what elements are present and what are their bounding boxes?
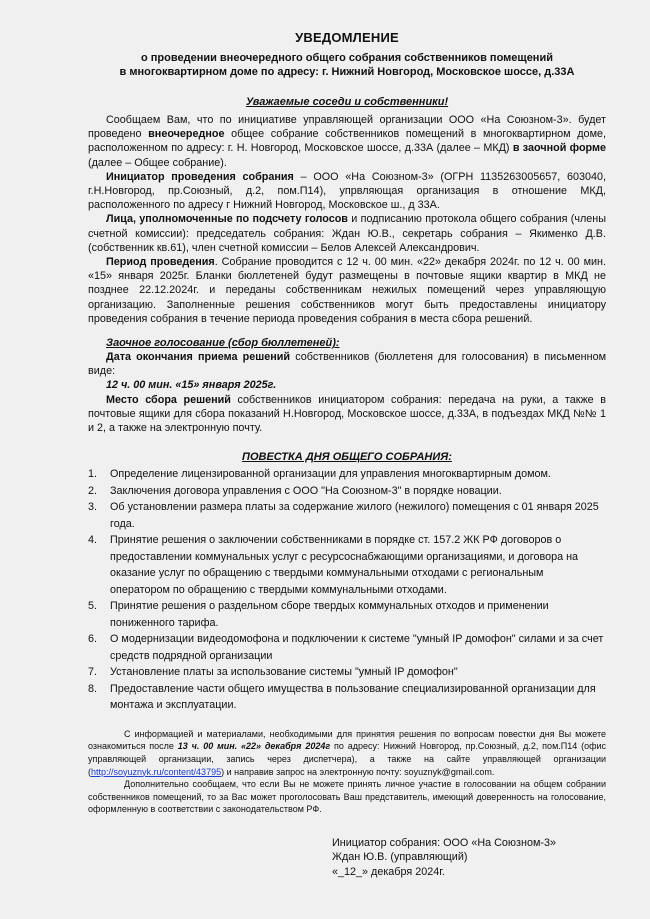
intro-bold-absentee-form: в заочной форме	[512, 142, 607, 155]
materials-note-text-3: ) и направив запрос на электронную почту: soyuznyk@gmail.com.	[221, 766, 495, 777]
agenda-item	[88, 631, 606, 664]
counters-text: и подписанию протокола общего собрания (члены счетной комиссии): председатель собрания: Ждан Ю.В., секретарь собрания – Якименко Д.В. (собственник кв.61), член счетной комиссии – Белов Алексей Александрович.	[88, 213, 606, 254]
agenda-item	[88, 664, 606, 681]
agenda-item	[88, 466, 606, 483]
notice-title: УВЕДОМЛЕНИЕ	[295, 30, 399, 45]
notice-subtitle-line2: в многоквартирном доме по адресу: г. Нижний Новгород, Московское шоссе, д.33А	[119, 66, 575, 78]
initiator-label: Инициатор проведения собрания	[106, 170, 294, 183]
deadline-value: 12 ч. 00 мин. «15» января 2025г.	[106, 379, 277, 392]
agenda-item-number: 6.	[88, 633, 98, 646]
agenda-item	[88, 532, 606, 598]
signature-block	[332, 836, 606, 879]
collection-place-text: собственников инициатором собрания: передача на руки, а также в почтовые ящики для сбора показаний Н.Новгород, Московское шоссе, д.33А, в подъездах МКД №№ 1 и 2, а также на электронную почту.	[88, 393, 606, 435]
agenda-item-number: 3.	[88, 501, 98, 514]
initiator-paragraph	[88, 170, 606, 213]
agenda-item	[88, 598, 606, 631]
materials-note-text-1: С информацией и материалами, необходимыми для принятия решения по вопросам повестки дня Вы можете ознакомиться после	[88, 728, 606, 752]
agenda-item	[88, 483, 606, 500]
signature-manager: Ждан Ю.В. (управляющий)	[332, 851, 468, 864]
materials-note-date: 13 ч. 00 мин. «22» декабря 2024г	[177, 741, 331, 752]
period-paragraph	[88, 255, 606, 326]
period-text: . Собрание проводится с 12 ч. 00 мин. «22» декабря 2024г. по 12 ч. 00 мин. «15» января 2025г. Бланки бюллетеней будут размещены в почтовые ящики квартир в МКД не позднее 22.12.2024г. и переданы собственникам нежилых помещений через управляющую организацию. Заполненные решения собственников могут быть предоставлены инициатору проведения собрания в течение периода проведения собрания в места сбора решений.	[88, 256, 606, 325]
signature-initiator: Инициатор собрания: ООО «На Союзном-3»	[332, 836, 556, 849]
deadline-paragraph	[88, 350, 606, 378]
collection-place-paragraph	[88, 393, 606, 436]
agenda-item-text: Заключения договора управления с ООО "На Союзном-3" в порядке новации.	[110, 484, 502, 497]
agenda-item-text: Предоставление части общего имущества в пользование специализированной организации для монтажа и эксплуатации.	[110, 682, 596, 712]
greeting: Уважаемые соседи и собственники!	[245, 96, 449, 108]
intro-paragraph	[88, 113, 606, 170]
deadline-value-paragraph	[88, 378, 606, 392]
agenda-item-text: О модернизации видеодомофона и подключении к системе "умный IP домофон" силами и за счет средств подрядной организации	[110, 633, 604, 662]
intro-text-2: общее собрание собственников помещений в многоквартирном доме, расположенном по адресу: г. Н. Новгород, Московское шоссе, д.33А (далее – МКД)	[88, 128, 606, 155]
voting-heading: Заочное голосование (сбор бюллетеней):	[106, 337, 340, 350]
deadline-label: Дата окончания приема решений	[106, 351, 291, 364]
agenda-item	[88, 499, 606, 532]
intro-bold-extraordinary: внеочередное	[148, 128, 225, 141]
materials-note	[88, 728, 606, 778]
website-link[interactable]: http://soyuznyk.ru/content/43795	[91, 766, 222, 777]
materials-note-text-2: по адресу: Нижний Новгород, пр.Союзный, д.2, пом.П14 (офис управляющей организации, запись через диспетчера), а также на сайте управляющей организации (	[88, 741, 607, 777]
agenda-item-number: 5.	[88, 600, 98, 613]
agenda-item-text: Определение лицензированной организации для управления многоквартирным домом.	[110, 468, 551, 481]
agenda-item	[88, 681, 606, 714]
agenda-list	[88, 466, 606, 714]
agenda-item-number: 4.	[88, 534, 98, 547]
notes-section	[88, 728, 606, 816]
signature-date: «_12_» декабря 2024г.	[332, 865, 445, 878]
counters-label: Лица, уполномоченные по подсчету голосов	[106, 213, 348, 226]
collection-place-label: Место сбора решений	[106, 393, 231, 406]
counters-paragraph	[88, 212, 606, 255]
representative-note: Дополнительно сообщаем, что если Вы не можете принять личное участие в голосовании на общем собрании собственников помещений, то за Вас может проголосовать Ваш представитель, имеющий доверенность на голосование, оформленную в соответствии с законодательством РФ.	[88, 779, 606, 815]
intro-text-3: (далее – Общее собрание).	[88, 156, 227, 169]
agenda-item-text: Принятие решения о раздельном сборе твердых коммунальных отходов и применении пониженного тарифа.	[110, 600, 549, 629]
agenda-item-number: 7.	[88, 666, 98, 679]
initiator-text: – ООО «На Союзном-3» (ОГРН 1135263005657, 603040, г.Н.Новгород, пр.Союзный, д.2, пом.П14), упрвляющая организация в отношение МКД, расположенного по адресу г Нижний Новгород, Московское ш., д 33А.	[88, 170, 607, 212]
agenda-item-number: 1.	[88, 468, 98, 481]
agenda-heading: ПОВЕСТКА ДНЯ ОБЩЕГО СОБРАНИЯ:	[242, 451, 452, 464]
agenda-item-text: Об установлении размера платы за содержание жилого (нежилого) помещения с 01 января 2025 года.	[110, 501, 599, 530]
agenda-item-number: 8.	[88, 682, 98, 695]
agenda-item-text: Принятие решения о заключении собственниками в порядке ст. 157.2 ЖК РФ договоров о предоставлении коммунальных услуг с ресурсоснабжающими организациями, и договора на оказание услуг по обращению с твердыми коммунальными отходами с региональным оператором по обращению с твердыми коммунальными отходами.	[110, 534, 579, 596]
deadline-text: собственников (бюллетеня для голосования) в письменном виде:	[88, 351, 607, 378]
agenda-item-number: 2.	[88, 484, 98, 497]
notice-subtitle-line1: о проведении внеочередного общего собрания собственников помещений	[141, 52, 553, 64]
intro-text-1: Сообщаем Вам, что по инициативе управляющей организации ООО «На Союзном-3». будет проведено	[88, 114, 606, 141]
agenda-item-text: Установление платы за использование системы "умный IP домофон"	[110, 666, 458, 679]
period-label: Период проведения	[106, 256, 215, 269]
